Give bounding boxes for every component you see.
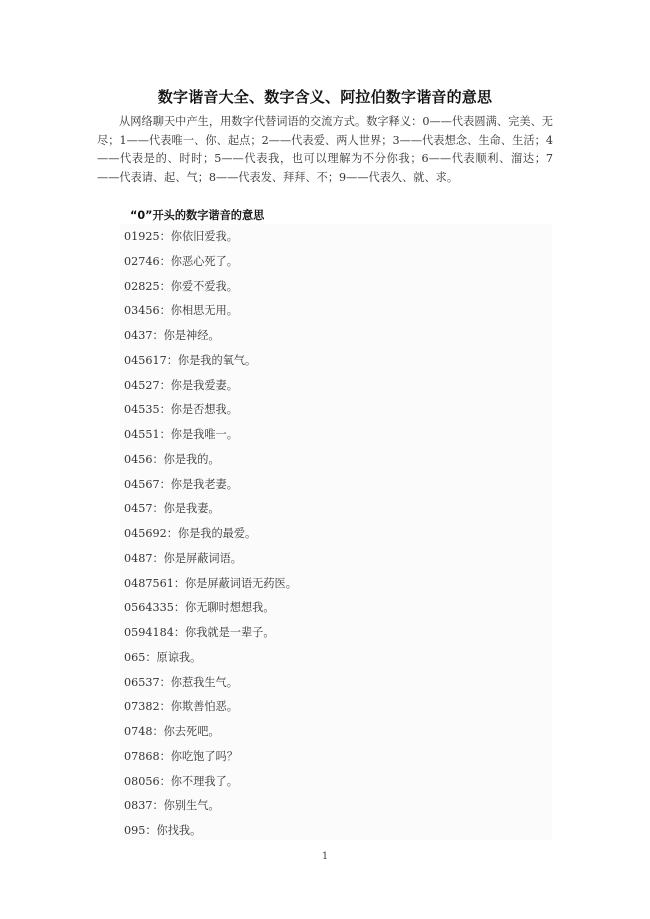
document-title: 数字谐音大全、数字含义、阿拉伯数字谐音的意思 — [157, 88, 493, 106]
list-item: 045692：你是我的最爱。 — [124, 527, 257, 540]
list-item: 0487：你是屏蔽词语。 — [124, 551, 242, 565]
list-item: 095：你找我。 — [124, 824, 202, 837]
list-item: 02746：你恶心死了。 — [124, 254, 238, 268]
list-item: 065：原谅我。 — [124, 650, 202, 664]
list-item: 03456：你相思无用。 — [124, 304, 238, 318]
list-item: 0457：你是我妻。 — [124, 502, 220, 516]
list-item: 07868：你吃饱了吗？ — [124, 749, 238, 763]
list-item: 02825：你爱不爱我。 — [124, 279, 238, 293]
list-item: 04567：你是我老妻。 — [124, 477, 238, 491]
list-item: 0456：你是我的。 — [124, 452, 220, 466]
list-item: 06537：你惹我生气。 — [124, 675, 238, 689]
intro-paragraph: 从网络聊天中产生，用数字代替词语的交流方式。数字释义：0——代表圆满、完美、无尽；1——代表唯一、你、起点；2——代表爱、两人世界；3——代表想念、生命、生活；4——代表是的、时时；5——代表我，也可以理解为不分你我；6——代表顺利、溜达；7——代表请、起、气；8——代表发、拜拜、不；9——代表久、就、求。 — [97, 115, 553, 184]
list-item: 01925：你依旧爱我。 — [124, 230, 238, 243]
section-heading: “0”开头的数字谐音的意思 — [130, 209, 265, 222]
list-item: 08056：你不理我了。 — [124, 774, 238, 788]
list-item: 0837：你别生气。 — [124, 799, 220, 813]
list-item: 0748：你去死吧。 — [124, 725, 220, 738]
list-item: 045617：你是我的氧气。 — [124, 353, 257, 367]
list-item: 0594184：你我就是一辈子。 — [124, 626, 275, 639]
entry-list — [124, 229, 297, 848]
list-item: 0487561：你是屏蔽词语无药医。 — [124, 576, 297, 590]
list-item: 0564335：你无聊时想想我。 — [124, 601, 275, 615]
list-item: 04535：你是否想我。 — [124, 403, 238, 417]
page-number: 1 — [321, 851, 329, 862]
list-item: 04551：你是我唯一。 — [124, 428, 238, 441]
list-item: 04527：你是我爱妻。 — [124, 378, 238, 392]
list-item: 0437：你是神经。 — [124, 329, 220, 342]
list-item: 07382：你欺善怕恶。 — [124, 700, 238, 714]
